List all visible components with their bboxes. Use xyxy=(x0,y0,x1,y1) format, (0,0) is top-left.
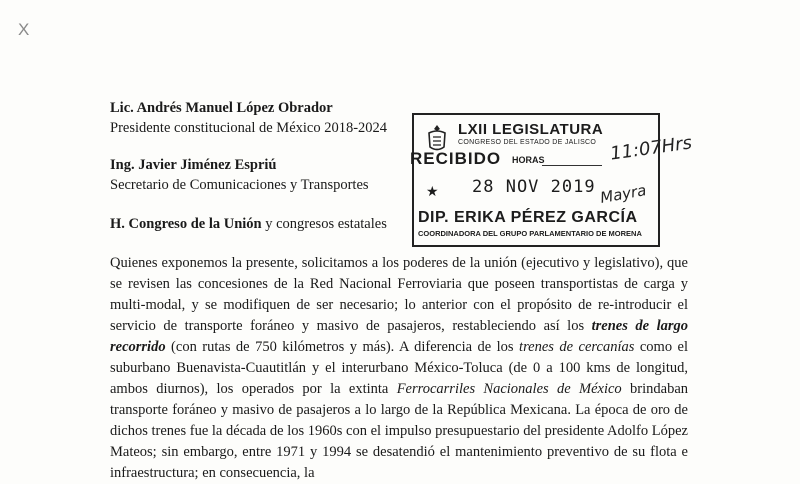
addressee-congress xyxy=(110,214,387,234)
body-emphasis-2: trenes de cercanías xyxy=(519,339,635,355)
addressee-president xyxy=(110,98,387,138)
stamp-horas-line xyxy=(542,165,602,166)
star-icon: ★ xyxy=(426,183,439,199)
handwritten-time: 11:07Hrs xyxy=(608,132,694,165)
addressee-rest: y congresos estatales xyxy=(261,216,387,232)
addressee-name: Ing. Javier Jiménez Espriú xyxy=(110,157,277,173)
body-text-1: Quienes exponemos la presente, solicitamos a los poderes de la unión (ejecutivo y legislativo), que se revisen las concesiones de la Red Nacional Ferroviaria que poseen transportistas de carga y multi-modal, y se modifiquen de ser necesario; lo anterior con el propósito de re-introducir el servicio de transporte foráneo y masivo de pasajeros, restableciendo así los xyxy=(110,255,688,334)
corner-mark: X xyxy=(18,20,30,39)
addressee-name: Lic. Andrés Manuel López Obrador xyxy=(110,100,333,116)
body-text-4: brindaban transporte foráneo y masivo de pasajeros a lo largo de la República Mexicana. La época de oro de dichos trenes fue la década de los 1960s con el impulso presupuestario del presidente Adolfo López Mateos; sin embargo, entre 1971 y 1994 se desatendió el mantenimiento preventivo de su flota e infraestructura; en consecuencia, la xyxy=(110,381,689,481)
addressee-role: Presidente constitucional de México 2018-2024 xyxy=(110,120,388,136)
stamp-legislatura: LXII LEGISLATURA xyxy=(458,121,604,138)
body-text-2: (con rutas de 750 kilómetros y más). A diferencia de los xyxy=(165,339,520,355)
addressee-name: H. Congreso de la Unión xyxy=(110,216,262,232)
stamp-grupo: COORDINADORA DEL GRUPO PARLAMENTARIO DE MORENA xyxy=(418,229,642,238)
addressee-role: Secretario de Comunicaciones y Transportes xyxy=(110,177,369,193)
body-paragraph xyxy=(110,253,688,484)
body-emphasis-1: trenes de largo recorrido xyxy=(110,318,689,355)
stamp-recibido: RECIBIDO xyxy=(410,149,502,168)
stamp-horas: HORAS xyxy=(512,155,545,165)
stamp-congreso: CONGRESO DEL ESTADO DE JALISCO xyxy=(458,139,597,146)
stamp-date: 28 NOV 2019 xyxy=(472,177,596,197)
body-emphasis-3: Ferrocarriles Nacionales de México xyxy=(396,381,622,397)
stamp-diputada: DIP. ERIKA PÉREZ GARCÍA xyxy=(418,209,638,226)
handwritten-name: Mayra xyxy=(598,181,648,207)
body-text-3: como el suburbano Buenavista-Cuautitlán y el interurbano México-Toluca (de 0 a 100 kms de longitud, ambos diurnos), los operados por la extinta xyxy=(110,339,688,397)
reception-stamp xyxy=(412,113,660,247)
addressee-secretary xyxy=(110,155,369,195)
